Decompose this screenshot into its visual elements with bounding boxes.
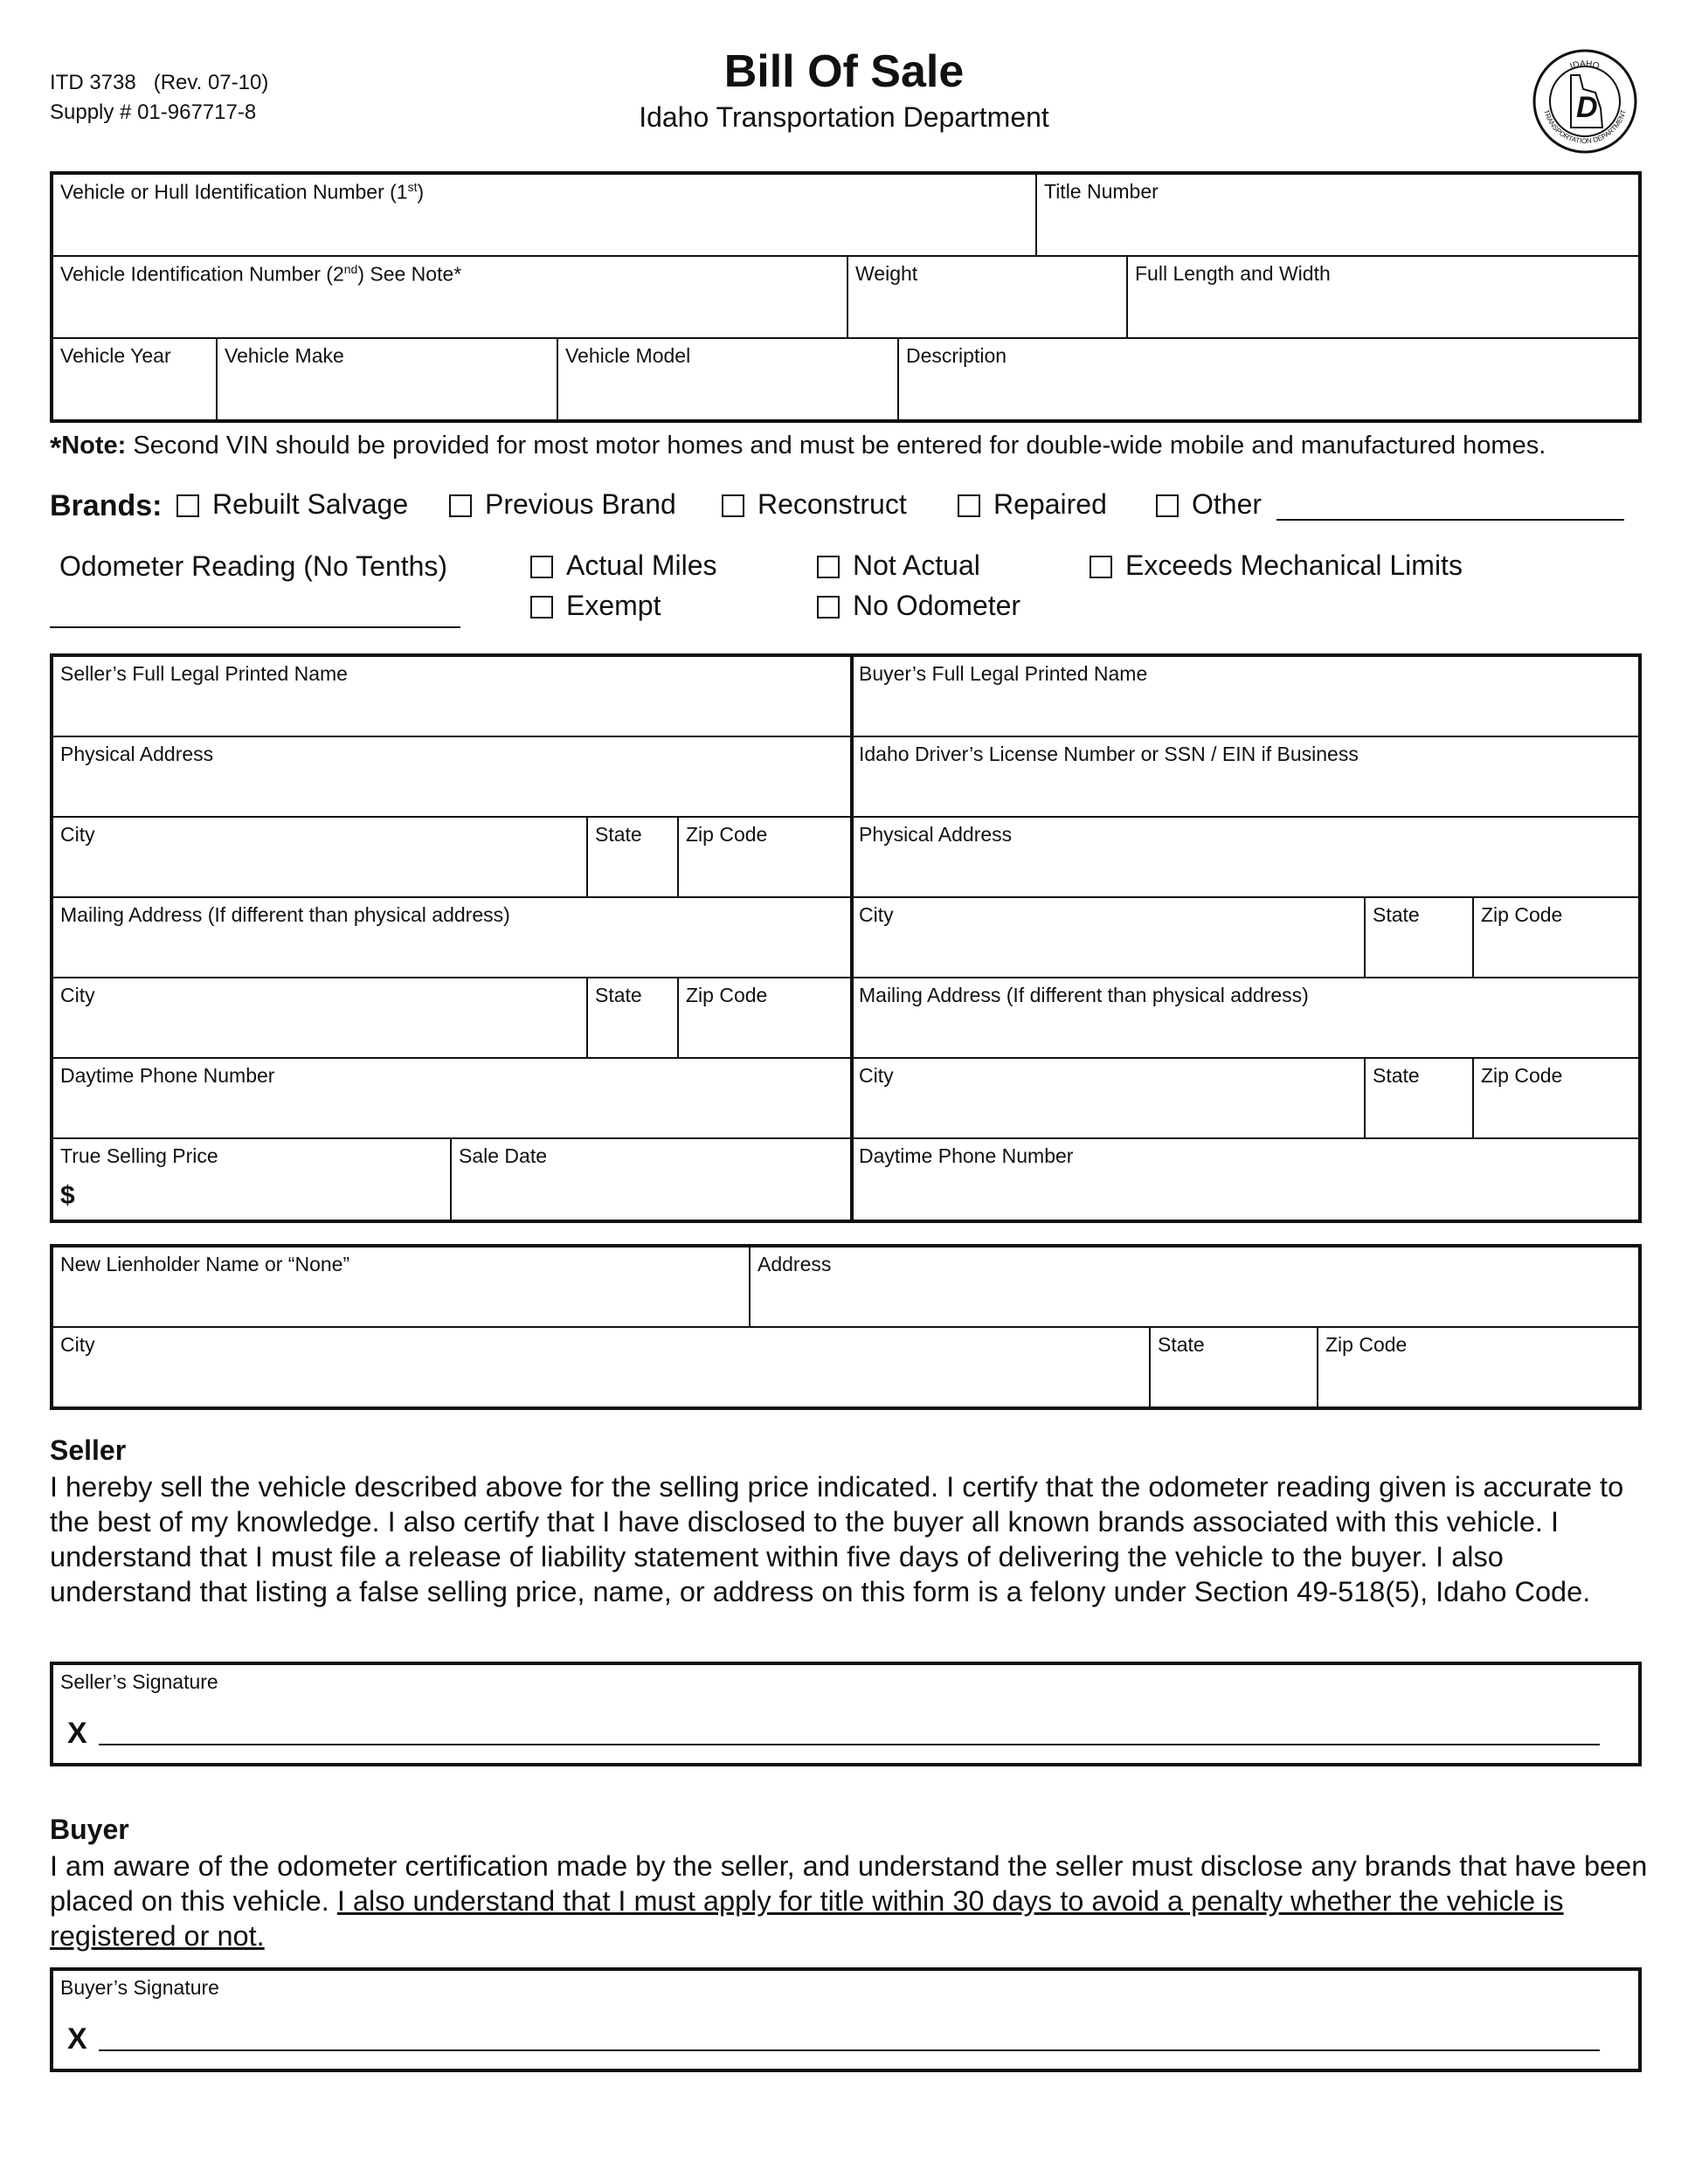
brand-repaired-checkbox[interactable] [958, 494, 980, 517]
seller-signature-box[interactable] [50, 1662, 1642, 1766]
form-number: ITD 3738 [50, 71, 136, 94]
brand-previous-brand-label: Previous Brand [485, 488, 676, 520]
buyer-mailing-address-field[interactable]: Mailing Address (If different than physical address) [852, 978, 1638, 1059]
brands-label: Brands: [50, 489, 163, 522]
seller-buyer-section [50, 653, 1642, 1223]
vin1-suffix: ) [417, 180, 425, 204]
odometer-no-odometer-label: No Odometer [853, 590, 1021, 621]
buyer-name-field[interactable]: Buyer’s Full Legal Printed Name [852, 657, 1638, 737]
vehicle-model-field[interactable]: Vehicle Model [558, 339, 899, 419]
vehicle-make-field[interactable]: Vehicle Make [218, 339, 558, 419]
supply-number: Supply # 01-967717-8 [50, 100, 257, 124]
svg-text:D: D [1576, 91, 1598, 124]
buyer-city-field[interactable]: City [852, 898, 1366, 978]
brand-other-label: Other [1192, 488, 1263, 520]
odometer-exceeds-limits-checkbox[interactable] [1090, 556, 1112, 578]
brand-reconstruct-label: Reconstruct [758, 488, 907, 520]
odometer-label: Odometer Reading (No Tenths) [59, 550, 448, 582]
odometer-not-actual-checkbox[interactable] [817, 556, 840, 578]
lienholder-state-field[interactable]: State [1151, 1328, 1318, 1406]
brand-other-checkbox[interactable] [1156, 494, 1179, 517]
lienholder-city-field[interactable]: City [53, 1328, 1151, 1406]
buyer-statement-text: I am aware of the odometer certification made by the seller, and understand the seller must disclose any brands that have been placed on this vehicle. [50, 1850, 1648, 1917]
buyer-signature-box[interactable] [50, 1967, 1642, 2072]
lienholder-address-field[interactable]: Address [751, 1248, 1638, 1328]
dollar-sign: $ [60, 1181, 75, 1210]
seller-name-field[interactable]: Seller’s Full Legal Printed Name [53, 657, 852, 737]
vin1-label: Vehicle or Hull Identification Number (1 [60, 180, 408, 204]
note-text: Second VIN should be provided for most motor homes and must be entered for double-wide mobile and manufactured homes. [126, 432, 1546, 460]
buyer-heading: Buyer [50, 1814, 129, 1845]
length-width-field[interactable]: Full Length and Width [1128, 257, 1638, 339]
vin2-suffix: ) See Note* [357, 262, 462, 286]
seller-mailing-state-field[interactable]: State [588, 978, 679, 1059]
vin1-field[interactable] [53, 175, 1037, 257]
description-field[interactable]: Description [906, 344, 1007, 367]
vehicle-year-field[interactable]: Vehicle Year [53, 339, 218, 419]
true-selling-price-field[interactable]: True Selling Price $ [53, 1139, 452, 1220]
buyer-signature-x: X [67, 2022, 87, 2056]
lienholder-zip-field[interactable]: Zip Code [1325, 1333, 1408, 1356]
seller-signature-label: Seller’s Signature [60, 1670, 218, 1693]
page-title: Bill Of Sale [723, 46, 965, 97]
note-label: Note: [61, 432, 127, 460]
seller-city-field[interactable]: City [53, 818, 588, 898]
odometer-actual-miles-label: Actual Miles [566, 549, 717, 581]
note-star: * [50, 432, 62, 465]
seller-mailing-address-field[interactable]: Mailing Address (If different than physical address) [53, 898, 852, 978]
seal-text-top: IDAHO [1568, 59, 1601, 72]
odometer-exempt-label: Exempt [566, 590, 661, 621]
lienholder-name-field[interactable]: New Lienholder Name or “None” [53, 1248, 751, 1328]
seller-mailing-zip-field[interactable]: Zip Code [679, 978, 852, 1059]
odometer-reading-input-line[interactable] [50, 626, 460, 628]
odometer-no-odometer-checkbox[interactable] [817, 596, 840, 619]
buyer-state-field[interactable]: State [1366, 898, 1474, 978]
seller-physical-address-field[interactable]: Physical Address [53, 737, 852, 818]
brand-other-input-line[interactable] [1276, 519, 1624, 521]
vehicle-info-section [50, 171, 1642, 423]
vin2-sup: nd [343, 262, 358, 276]
buyer-phone-field[interactable]: Daytime Phone Number [859, 1144, 1074, 1167]
weight-field[interactable]: Weight [848, 257, 1128, 339]
brand-reconstruct-checkbox[interactable] [722, 494, 744, 517]
brand-repaired-label: Repaired [993, 488, 1107, 520]
seller-mailing-city-field[interactable]: City [53, 978, 588, 1059]
lienholder-section [50, 1244, 1642, 1410]
seller-signature-line[interactable] [99, 1744, 1600, 1745]
buyer-mailing-state-field[interactable]: State [1366, 1059, 1474, 1139]
buyer-mailing-city-field[interactable]: City [852, 1059, 1366, 1139]
buyer-license-field[interactable]: Idaho Driver’s License Number or SSN / EIN if Business [852, 737, 1638, 818]
buyer-signature-line[interactable] [99, 2049, 1600, 2051]
vin-note [50, 432, 1546, 466]
odometer-exempt-checkbox[interactable] [530, 596, 553, 619]
seller-buyer-divider [850, 657, 854, 1220]
seller-zip-field[interactable]: Zip Code [679, 818, 852, 898]
seller-phone-field[interactable]: Daytime Phone Number [53, 1059, 852, 1139]
idaho-transportation-department-seal-icon [1531, 47, 1639, 156]
department-name: Idaho Transportation Department [639, 101, 1049, 133]
sale-date-field[interactable]: Sale Date [452, 1139, 852, 1220]
buyer-mailing-zip-field[interactable]: Zip Code [1474, 1059, 1638, 1139]
buyer-zip-field[interactable]: Zip Code [1474, 898, 1638, 978]
odometer-actual-miles-checkbox[interactable] [530, 556, 553, 578]
vin2-label: Vehicle Identification Number (2 [60, 262, 344, 286]
svg-text:IDAHO [1569, 59, 1601, 72]
form-revision: (Rev. 07-10) [153, 71, 269, 94]
seller-heading: Seller [50, 1434, 127, 1466]
vin2-field[interactable] [53, 257, 848, 339]
vin1-sup: st [407, 180, 418, 194]
buyer-signature-label: Buyer’s Signature [60, 1976, 219, 1999]
seller-signature-x: X [67, 1717, 87, 1750]
title-number-field[interactable]: Title Number [1037, 175, 1638, 257]
buyer-physical-address-field[interactable]: Physical Address [852, 818, 1638, 898]
seal-text-bottom: TRANSPORTATION DEPARTMENT [1542, 108, 1628, 146]
odometer-not-actual-label: Not Actual [853, 549, 980, 581]
buyer-statement [50, 1849, 1649, 1953]
odometer-exceeds-limits-label: Exceeds Mechanical Limits [1125, 549, 1463, 581]
seller-state-field[interactable]: State [588, 818, 679, 898]
brand-rebuilt-salvage-checkbox[interactable] [176, 494, 199, 517]
seller-statement-text: I hereby sell the vehicle described above for the selling price indicated. I certify that the odometer reading given is accurate to the best of my knowledge. I also certify that I have disclosed to the buyer all known brands associated with this vehicle. I understand that I must file a release of liability statement within five days of delivering the vehicle to the buyer. I also understand that listing a false selling price, name, or address on this form is a felony under Section 49-518(5), Idaho Code. [50, 1471, 1624, 1607]
brand-rebuilt-salvage-label: Rebuilt Salvage [212, 488, 409, 520]
buyer-statement-underlined: I also understand that I must apply for title within 30 days to avoid a penalty whether the vehicle is registered or not. [50, 1885, 1564, 1952]
brand-previous-brand-checkbox[interactable] [449, 494, 472, 517]
